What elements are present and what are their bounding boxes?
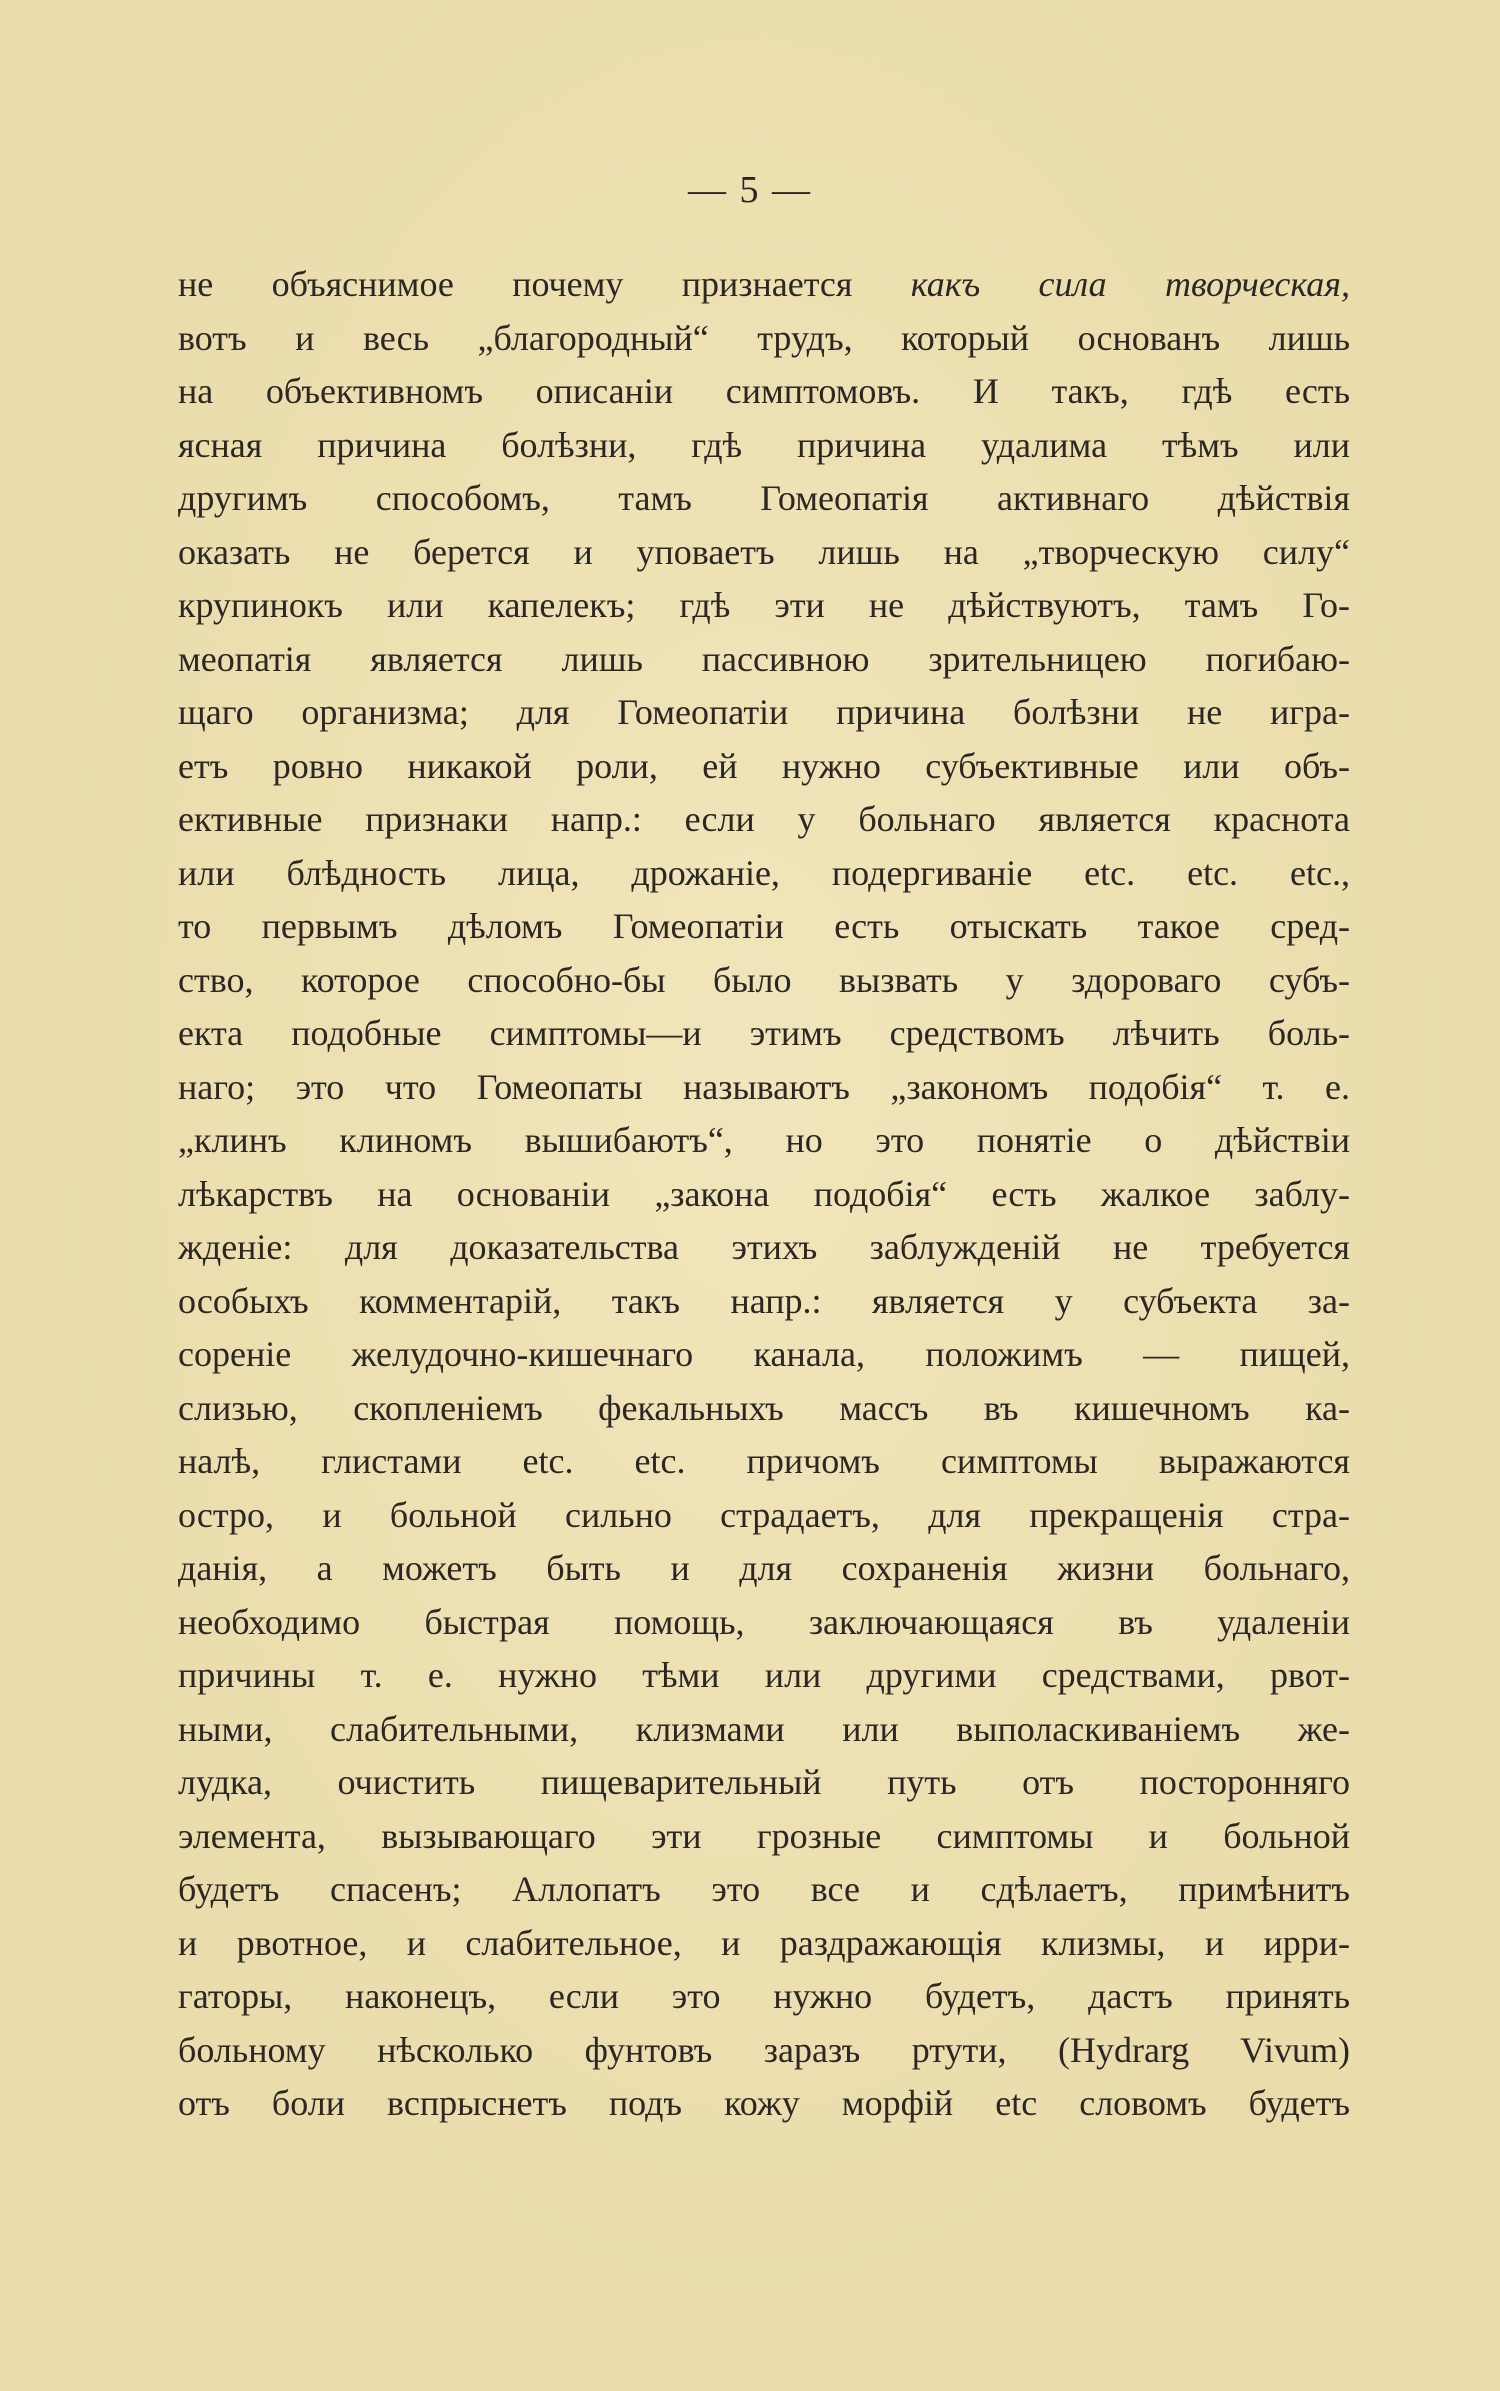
text-line: меопатiя является лишь пассивною зрительницею погибаю- bbox=[178, 638, 1350, 679]
text-line: остро, и больной сильно страдаетъ, для прекращенiя стра- bbox=[178, 1494, 1350, 1535]
text-line: екта подобные симптомы—и этимъ средствомъ лѣчить боль- bbox=[178, 1013, 1350, 1053]
text-line: или блѣдность лица, дрожанiе, подергиванiе etc. etc. etc., bbox=[178, 852, 1350, 893]
text-line: отъ боли вспрыснетъ подъ кожу морфiй etc словомъ будетъ bbox=[178, 2083, 1350, 2123]
text-line: ясная причина болѣзни, гдѣ причина удалима тѣмъ или bbox=[178, 424, 1350, 465]
text-line: ективные признаки напр.: если у больнаго является краснота bbox=[178, 799, 1350, 839]
text-line: етъ ровно никакой роли, ей нужно субъективные или объ- bbox=[178, 745, 1350, 786]
text-line: ство, которое способно-бы было вызвать у здороваго субъ- bbox=[178, 959, 1350, 1000]
text-line: будетъ спасенъ; Аллопатъ это все и сдѣлаетъ, примѣнитъ bbox=[178, 1869, 1350, 1909]
text-segment: не объяснимое почему признается bbox=[178, 264, 911, 304]
text-line: то первымъ дѣломъ Гомеопатiи есть отыскать такое сред- bbox=[178, 906, 1350, 946]
text-line: необходимо быстрая помощь, заключающаяся въ удаленiи bbox=[178, 1601, 1350, 1642]
text-line: крупинокъ или капелекъ; гдѣ эти не дѣйствуютъ, тамъ Го- bbox=[178, 585, 1350, 625]
text-line: элемента, вызывающаго эти грозные симптомы и больной bbox=[178, 1815, 1350, 1856]
text-line: щаго организма; для Гомеопатiи причина болѣзни не игра- bbox=[178, 692, 1350, 732]
body-text bbox=[178, 258, 1350, 2131]
text-line: особыхъ комментарiй, такъ напр.: является у субъекта за- bbox=[178, 1280, 1350, 1321]
text-line: наго; это что Гомеопаты называютъ „закономъ подобiя“ т. е. bbox=[178, 1066, 1350, 1107]
text-line: соренiе желудочно-кишечнаго канала, положимъ — пищей, bbox=[178, 1334, 1350, 1374]
text-line: ными, слабительными, клизмами или выполаскиванiемъ же- bbox=[178, 1708, 1350, 1749]
text-line: другимъ способомъ, тамъ Гомеопатiя активнаго дѣйствiя bbox=[178, 478, 1350, 518]
text-line: вотъ и весь „благородный“ трудъ, который основанъ лишь bbox=[178, 317, 1350, 358]
text-line: „клинъ клиномъ вышибаютъ“, но это понятiе о дѣйствiи bbox=[178, 1120, 1350, 1160]
text-segment: какъ сила творческая, bbox=[910, 264, 1350, 304]
text-line: данiя, а можетъ быть и для сохраненiя жизни больнаго, bbox=[178, 1548, 1350, 1588]
text-line: оказать не берется и уповаетъ лишь на „творческую силу“ bbox=[178, 531, 1350, 572]
text-line: лудка, очистить пищеварительный путь отъ посторонняго bbox=[178, 1762, 1350, 1802]
page-number: — 5 — bbox=[688, 169, 812, 211]
text-line: больному нѣсколько фунтовъ заразъ ртути, (Hydrarg Vivum) bbox=[178, 2029, 1350, 2070]
text-line: слизью, скопленiемъ фекальныхъ массъ въ кишечномъ ка- bbox=[178, 1387, 1350, 1428]
text-line: налѣ, глистами etc. etc. причомъ симптомы выражаются bbox=[178, 1441, 1350, 1481]
text-line: гаторы, наконецъ, если это нужно будетъ, дастъ принять bbox=[178, 1976, 1350, 2016]
text-line: причины т. е. нужно тѣми или другими средствами, рвот- bbox=[178, 1655, 1350, 1695]
text-line: жденiе: для доказательства этихъ заблужденiй не требуется bbox=[178, 1227, 1350, 1267]
text-line bbox=[178, 258, 1350, 312]
text-line: на объективномъ описанiи симптомовъ. И такъ, гдѣ есть bbox=[178, 371, 1350, 411]
text-line: и рвотное, и слабительное, и раздражающiя клизмы, и ирри- bbox=[178, 1922, 1350, 1963]
text-line: лѣкарствъ на основанiи „закона подобiя“ есть жалкое заблу- bbox=[178, 1173, 1350, 1214]
